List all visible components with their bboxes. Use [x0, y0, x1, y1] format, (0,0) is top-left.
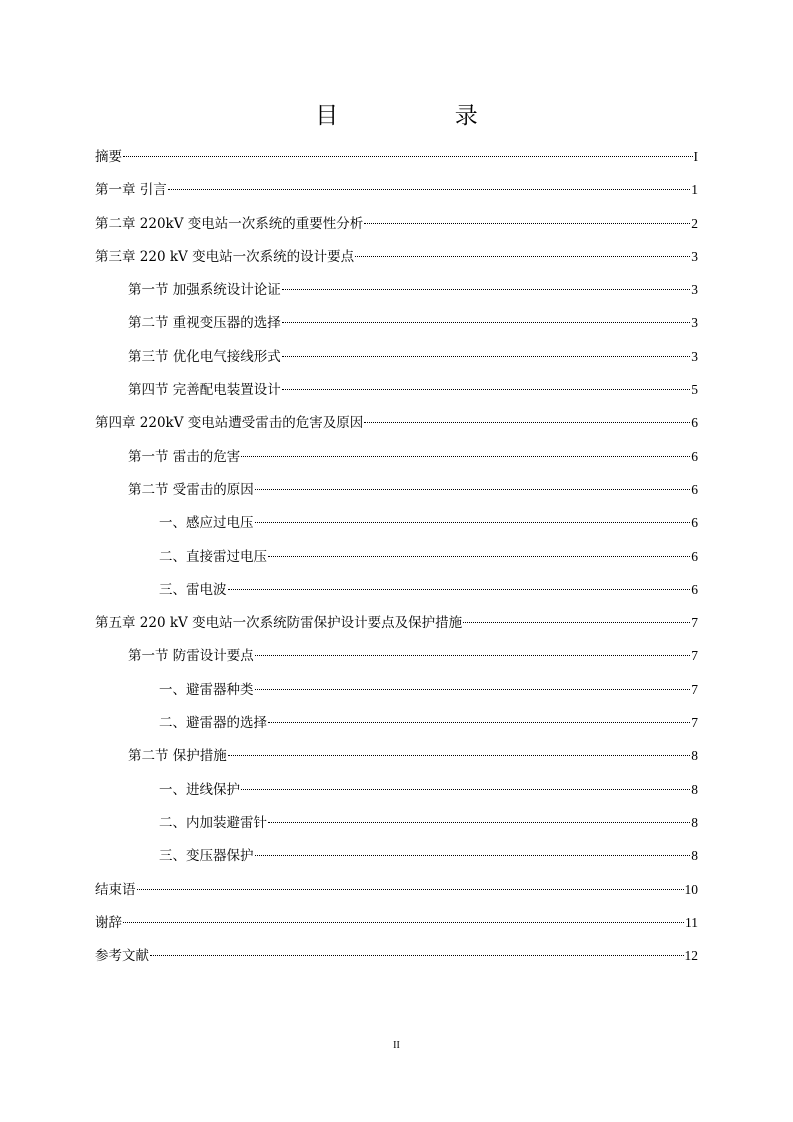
- toc-dot-leader: [228, 589, 691, 590]
- toc-entry[interactable]: [95, 773, 698, 806]
- toc-dot-leader: [228, 755, 690, 756]
- toc-entry-label: 摘要: [95, 149, 122, 165]
- toc-dot-leader: [150, 955, 684, 956]
- toc-title: 目 录: [315, 103, 512, 129]
- toc-dot-leader: [123, 156, 693, 157]
- toc-entry-label: 三、变压器保护: [159, 848, 254, 865]
- toc-dot-leader: [123, 922, 684, 923]
- toc-entry-label: 第五章 220 kV 变电站一次系统防雷保护设计要点及保护措施: [95, 615, 463, 632]
- toc-entry[interactable]: [95, 639, 698, 672]
- toc-entry-page-number: 7: [691, 715, 698, 731]
- toc-entry[interactable]: [95, 240, 698, 273]
- toc-entry[interactable]: [95, 706, 698, 739]
- toc-entry[interactable]: [95, 606, 698, 639]
- toc-dot-leader: [364, 223, 690, 224]
- toc-entry-label: 第二节 受雷击的原因: [128, 481, 254, 498]
- toc-entry-label: 二、直接雷过电压: [159, 548, 267, 565]
- toc-entry-page-number: 11: [685, 914, 698, 930]
- toc-entry[interactable]: [95, 506, 698, 539]
- toc-entry-page-number: 7: [691, 681, 698, 697]
- toc-dot-leader: [255, 655, 690, 656]
- toc-entry[interactable]: [95, 573, 698, 606]
- toc-entry-page-number: 8: [691, 781, 698, 797]
- toc-dot-leader: [282, 322, 690, 323]
- toc-entry-page-number: 2: [691, 215, 698, 231]
- toc-dot-leader: [463, 622, 690, 623]
- table-of-contents: [95, 140, 698, 972]
- toc-entry-page-number: 3: [691, 248, 698, 264]
- toc-entry-label: 第一节 加强系统设计论证: [128, 282, 281, 299]
- toc-entry-label: 谢辞: [95, 914, 122, 931]
- toc-entry-label: 二、避雷器的选择: [159, 715, 267, 732]
- toc-entry-page-number: 6: [691, 548, 698, 564]
- toc-entry-page-number: 7: [691, 615, 698, 631]
- toc-dot-leader: [137, 889, 684, 890]
- toc-dot-leader: [168, 189, 690, 190]
- toc-entry[interactable]: [95, 806, 698, 839]
- toc-entry-label: 第三节 优化电气接线形式: [128, 348, 281, 365]
- toc-entry-page-number: 3: [691, 315, 698, 331]
- toc-entry-page-number: 7: [691, 648, 698, 664]
- toc-entry[interactable]: [95, 473, 698, 506]
- toc-entry-page-number: 3: [691, 348, 698, 364]
- toc-dot-leader: [282, 356, 690, 357]
- toc-entry-label: 二、内加装避雷针: [159, 814, 267, 831]
- toc-dot-leader: [355, 256, 690, 257]
- toc-entry-page-number: I: [693, 149, 698, 164]
- toc-entry-label: 第三章 220 kV 变电站一次系统的设计要点: [95, 248, 355, 265]
- toc-entry-page-number: 8: [691, 748, 698, 764]
- toc-entry-label: 结束语: [95, 881, 136, 898]
- toc-entry[interactable]: [95, 739, 698, 772]
- toc-entry-page-number: 1: [691, 182, 698, 198]
- toc-entry-page-number: 8: [691, 848, 698, 864]
- toc-entry-label: 第一节 雷击的危害: [128, 448, 241, 465]
- toc-entry[interactable]: [95, 673, 698, 706]
- toc-entry[interactable]: [95, 340, 698, 373]
- toc-entry-label: 第四章 220kV 变电站遭受雷击的危害及原因: [95, 415, 364, 432]
- toc-entry-label: 第一章 引言: [95, 182, 167, 199]
- toc-entry-page-number: 6: [691, 581, 698, 597]
- toc-dot-leader: [268, 822, 690, 823]
- toc-entry-label: 第二节 重视变压器的选择: [128, 315, 281, 332]
- toc-entry-page-number: 6: [691, 448, 698, 464]
- toc-entry-page-number: 12: [684, 948, 698, 964]
- toc-dot-leader: [255, 689, 691, 690]
- toc-entry-page-number: 5: [691, 382, 698, 398]
- toc-dot-leader: [364, 422, 690, 423]
- toc-entry-label: 参考文献: [95, 948, 149, 965]
- toc-entry-label: 第四节 完善配电装置设计: [128, 382, 281, 399]
- toc-entry[interactable]: [95, 140, 698, 173]
- toc-entry-label: 第二章 220kV 变电站一次系统的重要性分析: [95, 215, 364, 232]
- toc-entry-label: 一、避雷器种类: [159, 681, 254, 698]
- toc-entry-label: 三、雷电波: [159, 581, 227, 598]
- toc-entry[interactable]: [95, 440, 698, 473]
- toc-dot-leader: [241, 456, 690, 457]
- toc-dot-leader: [268, 556, 690, 557]
- toc-entry-page-number: 8: [691, 814, 698, 830]
- toc-entry-page-number: 10: [684, 881, 698, 897]
- toc-entry[interactable]: [95, 873, 698, 906]
- toc-entry-page-number: 6: [691, 515, 698, 531]
- toc-entry[interactable]: [95, 373, 698, 406]
- toc-entry[interactable]: [95, 406, 698, 439]
- toc-entry-label: 一、进线保护: [159, 781, 240, 798]
- toc-entry[interactable]: [95, 540, 698, 573]
- toc-entry-page-number: 6: [691, 415, 698, 431]
- toc-entry[interactable]: [95, 273, 698, 306]
- toc-entry[interactable]: [95, 207, 698, 240]
- toc-dot-leader: [255, 489, 690, 490]
- toc-dot-leader: [255, 522, 691, 523]
- toc-entry[interactable]: [95, 306, 698, 339]
- toc-dot-leader: [268, 722, 690, 723]
- toc-entry-page-number: 3: [691, 282, 698, 298]
- toc-dot-leader: [255, 855, 691, 856]
- toc-entry-label: 第二节 保护措施: [128, 748, 227, 765]
- toc-entry[interactable]: [95, 839, 698, 872]
- toc-dot-leader: [282, 289, 690, 290]
- toc-entry[interactable]: [95, 939, 698, 972]
- toc-entry-page-number: 6: [691, 481, 698, 497]
- toc-entry[interactable]: [95, 173, 698, 206]
- toc-dot-leader: [241, 789, 690, 790]
- toc-dot-leader: [282, 389, 690, 390]
- toc-entry-label: 第一节 防雷设计要点: [128, 648, 254, 665]
- footer-page-number: II: [393, 1040, 400, 1051]
- toc-entry-label: 一、感应过电压: [159, 515, 254, 532]
- toc-entry[interactable]: [95, 906, 698, 939]
